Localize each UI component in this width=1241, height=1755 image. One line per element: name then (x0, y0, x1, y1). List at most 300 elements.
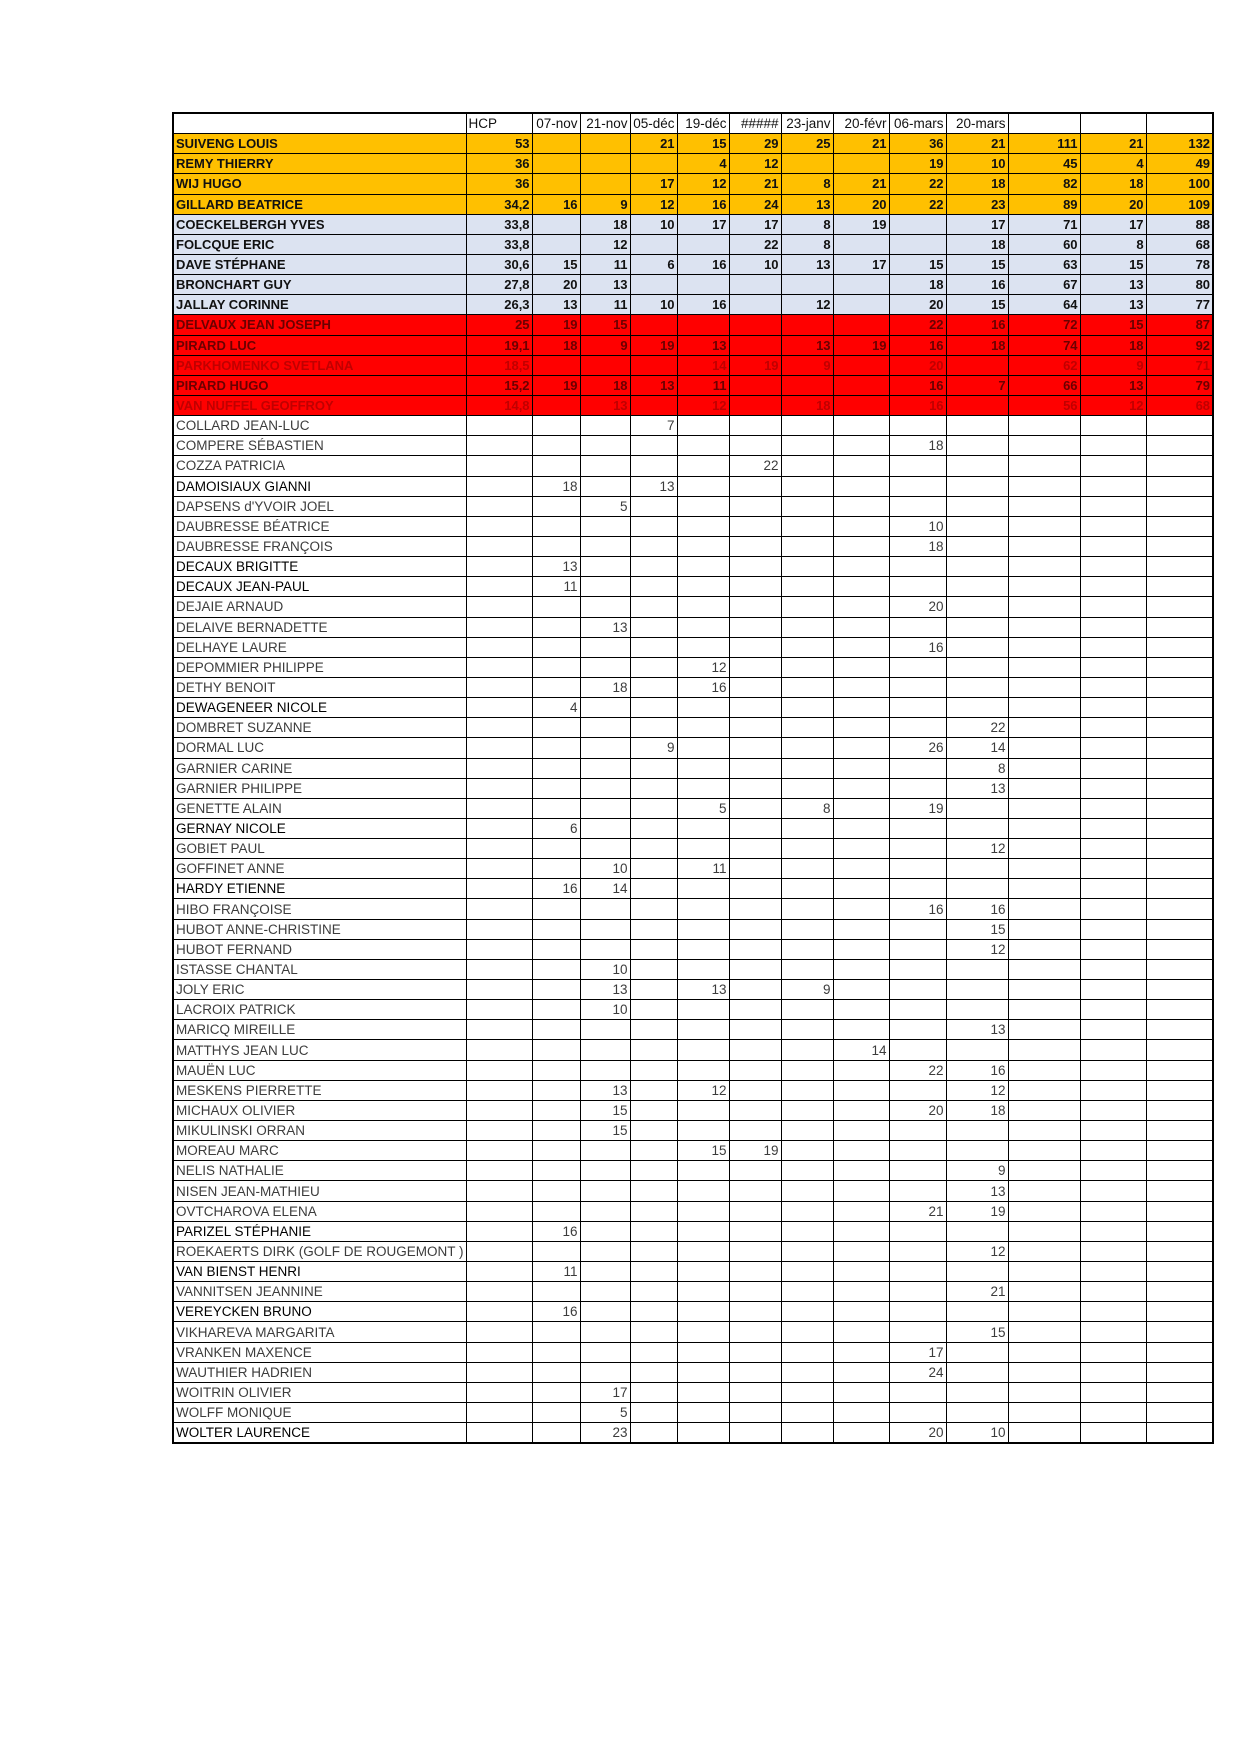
score-cell (532, 1201, 580, 1221)
table-row (173, 637, 1213, 657)
score-cell (729, 637, 781, 657)
score-cell: 9 (781, 355, 833, 375)
player-name-cell: DELAIVE BERNADETTE (173, 617, 466, 637)
score-cell (781, 1423, 833, 1444)
score-cell (677, 436, 729, 456)
score-cell (630, 395, 677, 415)
score-cell (580, 899, 630, 919)
score-cell (630, 1020, 677, 1040)
score-cell (677, 1121, 729, 1141)
score-cell (580, 1322, 630, 1342)
score-cell (532, 798, 580, 818)
score-cell (729, 577, 781, 597)
score-cell (889, 557, 946, 577)
hcp-cell (466, 939, 532, 959)
total-cell (1146, 798, 1213, 818)
score-cell (677, 1362, 729, 1382)
total-cell (1008, 1403, 1080, 1423)
score-cell (729, 677, 781, 697)
score-cell (630, 1302, 677, 1322)
total-cell (1080, 1241, 1146, 1261)
score-cell (677, 919, 729, 939)
hcp-cell (466, 980, 532, 1000)
score-cell: 16 (946, 1060, 1008, 1080)
player-name-cell: WOITRIN OLIVIER (173, 1382, 466, 1402)
score-cell (532, 1362, 580, 1382)
player-name-cell: VANNITSEN JEANNINE (173, 1282, 466, 1302)
score-cell (833, 899, 889, 919)
total-cell (1080, 1302, 1146, 1322)
hcp-cell (466, 959, 532, 979)
table-row (173, 536, 1213, 556)
score-cell (833, 496, 889, 516)
total-cell (1080, 778, 1146, 798)
score-cell (889, 859, 946, 879)
score-cell (580, 718, 630, 738)
score-cell: 12 (677, 174, 729, 194)
ranking-table (172, 112, 1214, 1444)
total-cell (1008, 839, 1080, 859)
hcp-cell: 53 (466, 134, 532, 154)
score-cell (630, 516, 677, 536)
score-cell: 19 (833, 335, 889, 355)
score-cell (532, 536, 580, 556)
total-cell: 9 (1080, 355, 1146, 375)
score-cell (630, 275, 677, 295)
score-cell (677, 496, 729, 516)
score-cell (677, 758, 729, 778)
score-cell (532, 1040, 580, 1060)
total-cell (1146, 1161, 1213, 1181)
total-cell (1146, 496, 1213, 516)
score-cell (833, 939, 889, 959)
total-cell (1080, 657, 1146, 677)
score-cell (729, 758, 781, 778)
score-cell: 7 (630, 416, 677, 436)
score-cell (729, 1020, 781, 1040)
hcp-cell (466, 1302, 532, 1322)
hcp-cell (466, 1221, 532, 1241)
score-cell (946, 496, 1008, 516)
total-cell (1146, 476, 1213, 496)
hcp-cell (466, 1040, 532, 1060)
score-cell (833, 516, 889, 536)
score-cell: 10 (946, 1423, 1008, 1444)
table-row (173, 496, 1213, 516)
score-cell (630, 839, 677, 859)
score-cell (580, 1262, 630, 1282)
hcp-cell (466, 818, 532, 838)
score-cell (630, 1060, 677, 1080)
total-cell (1146, 1040, 1213, 1060)
hcp-cell (466, 617, 532, 637)
score-cell (532, 134, 580, 154)
table-row (173, 1302, 1213, 1322)
score-cell (580, 1141, 630, 1161)
score-cell (833, 1342, 889, 1362)
score-cell (630, 456, 677, 476)
score-cell (833, 798, 889, 818)
column-header: 20-mars (946, 113, 1008, 134)
player-name-cell: VIKHAREVA MARGARITA (173, 1322, 466, 1342)
hcp-cell (466, 577, 532, 597)
score-cell: 17 (729, 214, 781, 234)
player-name-cell: JALLAY CORINNE (173, 295, 466, 315)
total-cell (1008, 1121, 1080, 1141)
total-cell: 66 (1008, 375, 1080, 395)
table-row (173, 718, 1213, 738)
score-cell (946, 1121, 1008, 1141)
score-cell: 20 (889, 355, 946, 375)
player-name-cell: DELVAUX JEAN JOSEPH (173, 315, 466, 335)
score-cell (532, 154, 580, 174)
hcp-cell (466, 1080, 532, 1100)
total-cell (1008, 516, 1080, 536)
score-cell (781, 496, 833, 516)
score-cell: 18 (889, 275, 946, 295)
hcp-cell: 36 (466, 174, 532, 194)
score-cell (781, 1282, 833, 1302)
hcp-cell (466, 1282, 532, 1302)
total-cell (1080, 476, 1146, 496)
hcp-cell (466, 1322, 532, 1342)
score-cell (532, 1241, 580, 1261)
score-cell (729, 1100, 781, 1120)
score-cell (729, 476, 781, 496)
total-cell: 77 (1146, 295, 1213, 315)
score-cell (532, 355, 580, 375)
score-cell (630, 919, 677, 939)
score-cell (833, 1302, 889, 1322)
total-cell (1146, 899, 1213, 919)
total-cell (1146, 1100, 1213, 1120)
score-cell (833, 295, 889, 315)
score-cell (630, 939, 677, 959)
table-row (173, 557, 1213, 577)
score-cell (833, 1141, 889, 1161)
score-cell (946, 395, 1008, 415)
score-cell: 22 (889, 174, 946, 194)
score-cell (889, 677, 946, 697)
player-name-cell: WOLTER LAURENCE (173, 1423, 466, 1444)
table-row (173, 295, 1213, 315)
score-cell (781, 1080, 833, 1100)
player-name-cell: COZZA PATRICIA (173, 456, 466, 476)
table-row (173, 1342, 1213, 1362)
total-cell: 15 (1080, 254, 1146, 274)
score-cell (630, 436, 677, 456)
score-cell (532, 1423, 580, 1444)
score-cell (532, 1342, 580, 1362)
score-cell: 16 (946, 315, 1008, 335)
score-cell: 16 (532, 879, 580, 899)
score-cell (781, 436, 833, 456)
score-cell: 16 (889, 395, 946, 415)
score-cell (833, 1060, 889, 1080)
score-cell (580, 1342, 630, 1362)
score-cell (729, 536, 781, 556)
table-row (173, 939, 1213, 959)
table-row (173, 395, 1213, 415)
score-cell: 12 (946, 939, 1008, 959)
score-cell (833, 1403, 889, 1423)
score-cell (781, 959, 833, 979)
total-cell: 20 (1080, 194, 1146, 214)
score-cell (729, 335, 781, 355)
table-row (173, 738, 1213, 758)
score-cell (677, 959, 729, 979)
score-cell (781, 1181, 833, 1201)
total-cell (1080, 1121, 1146, 1141)
score-cell (946, 1302, 1008, 1322)
table-row (173, 416, 1213, 436)
score-cell (532, 1382, 580, 1402)
player-name-cell: OVTCHAROVA ELENA (173, 1201, 466, 1221)
hcp-cell (466, 899, 532, 919)
score-cell (677, 899, 729, 919)
score-cell: 14 (580, 879, 630, 899)
player-name-cell: NISEN JEAN-MATHIEU (173, 1181, 466, 1201)
score-cell (729, 1181, 781, 1201)
score-cell: 20 (532, 275, 580, 295)
score-cell (946, 476, 1008, 496)
score-cell (677, 1100, 729, 1120)
hcp-cell: 33,8 (466, 234, 532, 254)
score-cell (677, 718, 729, 738)
total-cell (1008, 1201, 1080, 1221)
score-cell (729, 1262, 781, 1282)
score-cell (889, 1382, 946, 1402)
hcp-cell (466, 1362, 532, 1382)
score-cell (580, 657, 630, 677)
hcp-cell: 34,2 (466, 194, 532, 214)
hcp-cell (466, 879, 532, 899)
hcp-cell (466, 496, 532, 516)
score-cell (630, 617, 677, 637)
total-cell: 111 (1008, 134, 1080, 154)
score-cell: 11 (677, 859, 729, 879)
score-cell: 15 (946, 254, 1008, 274)
score-cell (781, 375, 833, 395)
score-cell: 15 (946, 295, 1008, 315)
score-cell (630, 597, 677, 617)
score-cell: 8 (781, 798, 833, 818)
score-cell (677, 839, 729, 859)
score-cell: 18 (889, 436, 946, 456)
score-cell (677, 1403, 729, 1423)
score-cell (630, 1040, 677, 1060)
score-cell (781, 818, 833, 838)
score-cell (946, 516, 1008, 536)
score-cell (729, 818, 781, 838)
score-cell (532, 738, 580, 758)
score-cell (781, 677, 833, 697)
score-cell: 18 (946, 174, 1008, 194)
column-header: 23-janv (781, 113, 833, 134)
score-cell (532, 234, 580, 254)
total-cell (1008, 879, 1080, 899)
score-cell (833, 1161, 889, 1181)
score-cell: 15 (580, 1121, 630, 1141)
hcp-cell (466, 557, 532, 577)
score-cell: 12 (946, 1080, 1008, 1100)
score-cell (781, 879, 833, 899)
score-cell (889, 1181, 946, 1201)
score-cell: 19 (729, 355, 781, 375)
score-cell (677, 617, 729, 637)
total-cell (1080, 839, 1146, 859)
total-cell (1008, 577, 1080, 597)
score-cell (729, 738, 781, 758)
hcp-cell (466, 1423, 532, 1444)
table-row (173, 315, 1213, 335)
table-row (173, 516, 1213, 536)
table-row (173, 275, 1213, 295)
player-name-cell: ROEKAERTS DIRK (GOLF DE ROUGEMONT ) (173, 1241, 466, 1261)
score-cell (946, 657, 1008, 677)
table-row (173, 698, 1213, 718)
score-cell (781, 939, 833, 959)
score-cell: 18 (946, 234, 1008, 254)
score-cell (580, 919, 630, 939)
total-cell: 64 (1008, 295, 1080, 315)
score-cell (833, 839, 889, 859)
score-cell (532, 1100, 580, 1120)
score-cell (833, 1423, 889, 1444)
total-cell (1146, 1241, 1213, 1261)
total-cell: 87 (1146, 315, 1213, 335)
score-cell (532, 959, 580, 979)
score-cell (532, 939, 580, 959)
total-cell (1146, 1342, 1213, 1362)
column-header (1008, 113, 1080, 134)
score-cell (677, 1302, 729, 1322)
score-cell (532, 1403, 580, 1423)
score-cell (630, 798, 677, 818)
score-cell (833, 436, 889, 456)
score-cell (677, 536, 729, 556)
player-name-cell: GARNIER PHILIPPE (173, 778, 466, 798)
table-row (173, 677, 1213, 697)
hcp-cell (466, 1403, 532, 1423)
total-cell (1146, 738, 1213, 758)
player-name-cell: DAVE STÉPHANE (173, 254, 466, 274)
table-row (173, 335, 1213, 355)
score-cell (946, 456, 1008, 476)
score-cell (532, 436, 580, 456)
score-cell: 16 (946, 899, 1008, 919)
column-header: 06-mars (889, 113, 946, 134)
hcp-cell (466, 637, 532, 657)
score-cell: 8 (781, 174, 833, 194)
score-cell (580, 516, 630, 536)
column-header (1080, 113, 1146, 134)
score-cell (889, 1322, 946, 1342)
score-cell (630, 899, 677, 919)
score-cell (889, 1241, 946, 1261)
score-cell: 4 (532, 698, 580, 718)
hcp-cell (466, 839, 532, 859)
score-cell (630, 758, 677, 778)
table-row (173, 1322, 1213, 1342)
score-cell (532, 1000, 580, 1020)
total-cell (1080, 1141, 1146, 1161)
total-cell (1008, 617, 1080, 637)
score-cell: 15 (677, 134, 729, 154)
table-row (173, 1382, 1213, 1402)
total-cell (1080, 536, 1146, 556)
score-cell (729, 315, 781, 335)
score-cell (781, 557, 833, 577)
player-name-cell: MAUËN LUC (173, 1060, 466, 1080)
total-cell (1080, 1040, 1146, 1060)
score-cell (532, 657, 580, 677)
hcp-cell (466, 516, 532, 536)
hcp-cell: 26,3 (466, 295, 532, 315)
total-cell (1080, 1322, 1146, 1342)
table-row (173, 798, 1213, 818)
score-cell: 13 (946, 1181, 1008, 1201)
score-cell: 10 (630, 214, 677, 234)
player-name-cell: PIRARD HUGO (173, 375, 466, 395)
score-cell (946, 416, 1008, 436)
score-cell (630, 557, 677, 577)
total-cell (1008, 637, 1080, 657)
score-cell (580, 536, 630, 556)
total-cell: 100 (1146, 174, 1213, 194)
total-cell (1008, 1322, 1080, 1342)
score-cell (781, 1382, 833, 1402)
hcp-cell (466, 597, 532, 617)
score-cell (781, 637, 833, 657)
score-cell (729, 1060, 781, 1080)
score-cell (677, 315, 729, 335)
score-cell (729, 1161, 781, 1181)
score-cell (677, 818, 729, 838)
score-cell: 25 (781, 134, 833, 154)
score-cell (889, 1221, 946, 1241)
player-name-cell: ISTASSE CHANTAL (173, 959, 466, 979)
score-cell (630, 718, 677, 738)
score-cell (729, 395, 781, 415)
total-cell (1008, 980, 1080, 1000)
score-cell (889, 234, 946, 254)
score-cell: 18 (781, 395, 833, 415)
score-cell (532, 758, 580, 778)
total-cell (1146, 818, 1213, 838)
score-cell: 24 (889, 1362, 946, 1382)
score-cell (781, 698, 833, 718)
score-cell (729, 959, 781, 979)
player-name-cell: HARDY ETIENNE (173, 879, 466, 899)
hcp-cell (466, 1181, 532, 1201)
total-cell: 71 (1008, 214, 1080, 234)
score-cell (889, 496, 946, 516)
score-cell: 5 (677, 798, 729, 818)
score-cell (532, 980, 580, 1000)
score-cell (630, 959, 677, 979)
score-cell (580, 1282, 630, 1302)
total-cell (1146, 939, 1213, 959)
score-cell: 15 (946, 1322, 1008, 1342)
score-cell: 13 (580, 617, 630, 637)
score-cell (946, 536, 1008, 556)
total-cell (1146, 758, 1213, 778)
score-cell: 21 (630, 134, 677, 154)
score-cell (889, 919, 946, 939)
score-cell: 9 (630, 738, 677, 758)
table-row (173, 1020, 1213, 1040)
